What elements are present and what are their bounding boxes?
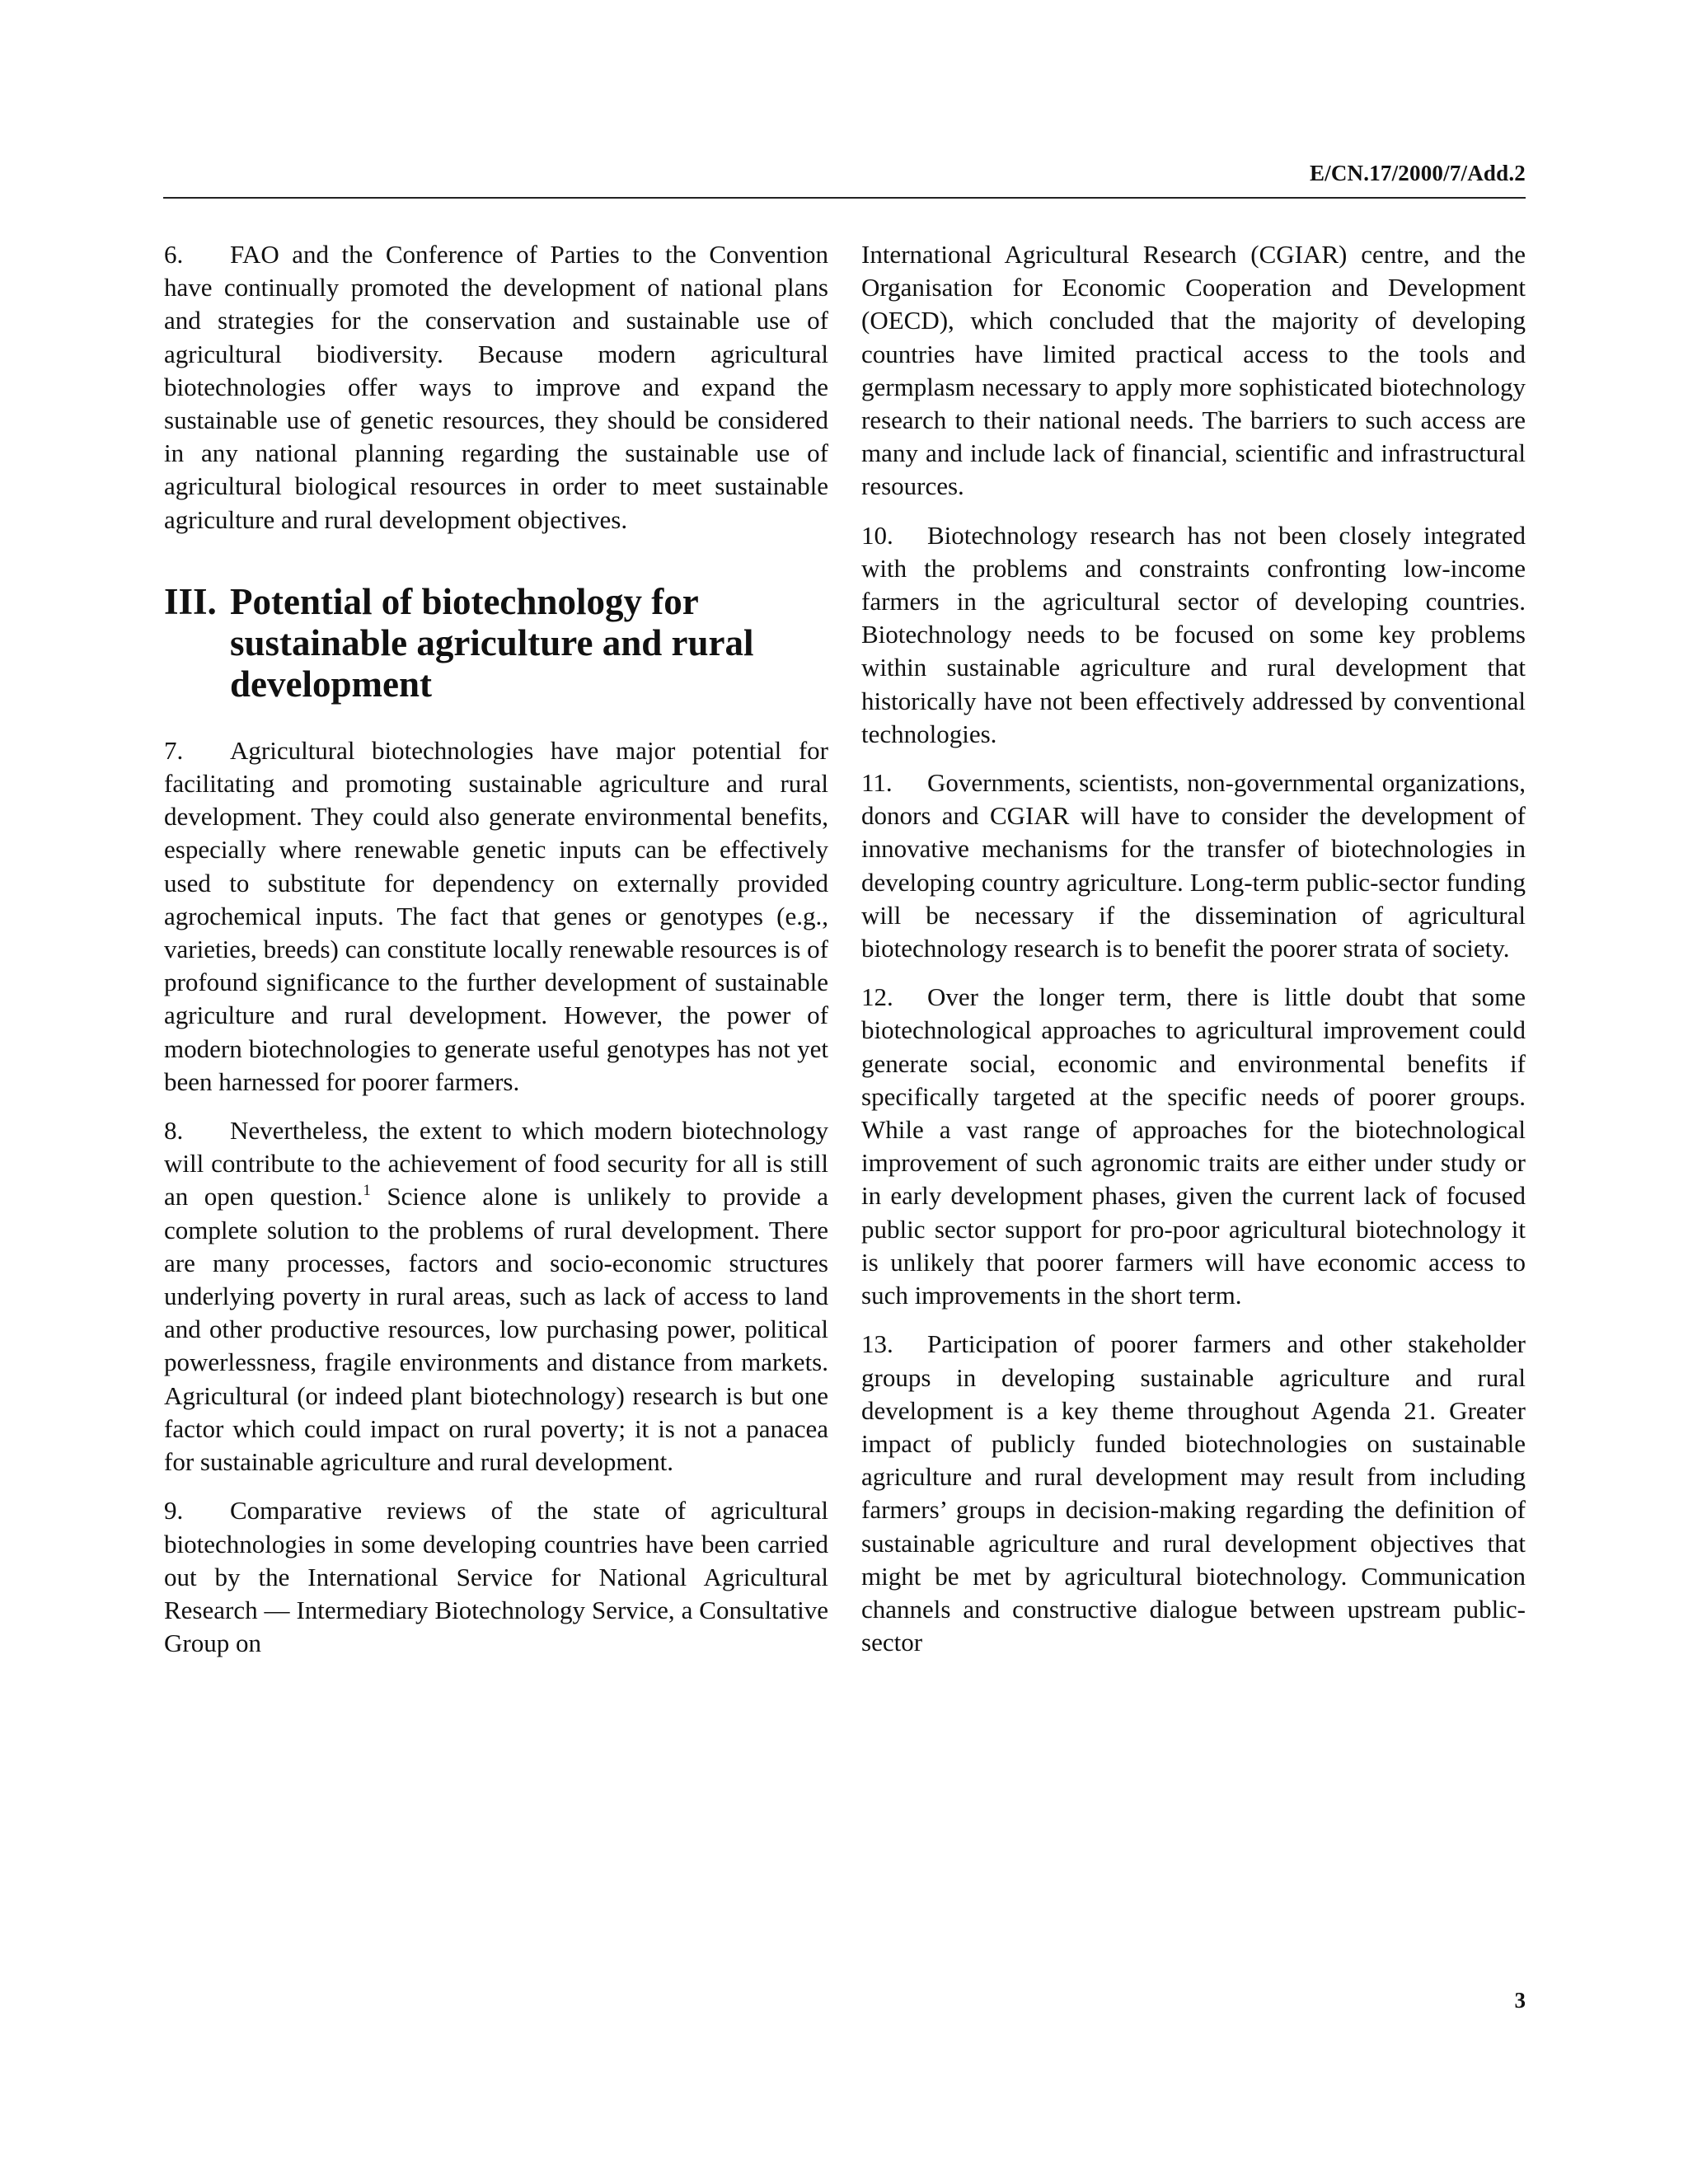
paragraph-13 [861,1328,1526,1659]
paragraph-number: 10. [861,520,893,550]
paragraph-text: Nevertheless, the extent to which modern biotechnology will contribute to the achievement of food security for all is still an open question. [164,1116,828,1212]
paragraph-11 [861,766,1526,965]
header-rule [163,197,1526,199]
paragraph-text: FAO and the Conference of Parties to the Convention have continually promoted the development of national plans and strategies for the conservation and sustainable use of agricultural biodiversity. Because modern agricultural biotechnologies offer ways to improve and expand the sustainable use of genetic resources, they should be considered in any national planning regarding the sustainable use of agricultural biological resources in order to meet sustainable agriculture and rural development objectives. [164,240,828,534]
paragraph-text: Governments, scientists, non-governmental organizations, donors and CGIAR will have to consider the development of innovative mechanisms for the transfer of biotechnologies in developing country agriculture. Long-term public-sector funding will be necessary if the dissemination of agricultural biotechnology research is to benefit the poorer strata of society. [861,768,1526,963]
paragraph-text: Biotechnology research has not been closely integrated with the problems and constraints confronting low-income farmers in the agricultural sector of developing countries. Biotechnology needs to be focused on some key problems within sustainable agriculture and rural development that historically have not been effectively addressed by conventional technologies. [861,520,1526,748]
paragraph-10 [861,519,1526,751]
paragraph-number: 11. [861,768,893,798]
paragraph-7 [164,734,828,1099]
footnote-reference[interactable]: 1 [363,1182,371,1200]
section-heading [164,581,828,705]
paragraph-text: Comparative reviews of the state of agricultural biotechnologies in some developing countries have been carried out by the International Service for National Agricultural Research — Intermediary Biotechnology Service, a Consultative Group on [164,1496,828,1658]
paragraph-text: Agricultural biotechnologies have major potential for facilitating and promoting sustainable agriculture and rural development. They could also generate environmental benefits, especially where renewable genetic inputs can be effectively used to substitute for dependency on externally provided agrochemical inputs. The fact that genes or genotypes (e.g., varieties, breeds) can constitute locally renewable resources is of profound significance to the further development of sustainable agriculture and rural development. However, the power of modern biotechnologies to generate useful genotypes has not yet been harnessed for poorer farmers. [164,735,828,1096]
document-code: E/CN.17/2000/7/Add.2 [1309,161,1526,185]
paragraph-text: Participation of poorer farmers and other stakeholder groups in developing sustainable agriculture and rural development is a key theme throughout Agenda 21. Greater impact of publicly funded biotechnologies on sustainable agriculture and rural development may result from including farmers’ groups in decision-making regarding the definition of sustainable agriculture and rural development objectives that might be met by agricultural biotechnology. Communication channels and constructive dialogue between upstream public-sector [861,1329,1526,1657]
section-title: Potential of biotechnology for sustainable agriculture and rural development [230,580,754,705]
paragraph-text-continued: Science alone is unlikely to provide a complete solution to the problems of rural development. There are many processes, factors and socio-economic structures underlying poverty in rural areas, such as lack of access to land and other productive resources, low purchasing power, political powerlessness, fragile environments and distance from markets. Agricultural (or indeed plant biotechnology) research is but one factor which could impact on rural poverty; it is not a panacea for sustainable agriculture and rural development. [164,1182,828,1477]
paragraph-9-continued: International Agricultural Research (CGIAR) centre, and the Organisation for Economic Cooperation and Development (OECD), which concluded that the majority of developing countries have limited practical access to the tools and germplasm necessary to apply more sophisticated biotechnology research to their national needs. The barriers to such access are many and include lack of financial, scientific and infrastructural resources. [861,240,1526,501]
section-number: III. [164,580,217,622]
paragraph-12 [861,981,1526,1312]
paragraph-number: 13. [861,1329,893,1359]
paragraph-number: 12. [861,982,893,1012]
paragraph-number: 9. [164,1496,184,1526]
paragraph-9 [164,1494,828,1660]
paragraph-number: 6. [164,240,184,269]
paragraph-8 [164,1114,828,1479]
paragraph-number: 7. [164,735,184,765]
right-column [861,238,1526,1675]
paragraph-6 [164,238,828,537]
paragraph-text: Over the longer term, there is little doubt that some biotechnological approaches to agricultural improvement could generate social, economic and environmental benefits if specifically targeted at the specific needs of poorer groups. While a vast range of approaches for the biotechnological improvement of such agronomic traits are either under study or in early development phases, given the current lack of focused public sector support for pro-poor agricultural biotechnology it is unlikely that poorer farmers will have economic access to such improvements in the short term. [861,982,1526,1310]
left-column [164,238,828,1675]
paragraph-number: 8. [164,1116,184,1146]
page-number: 3 [1514,1988,1526,2013]
